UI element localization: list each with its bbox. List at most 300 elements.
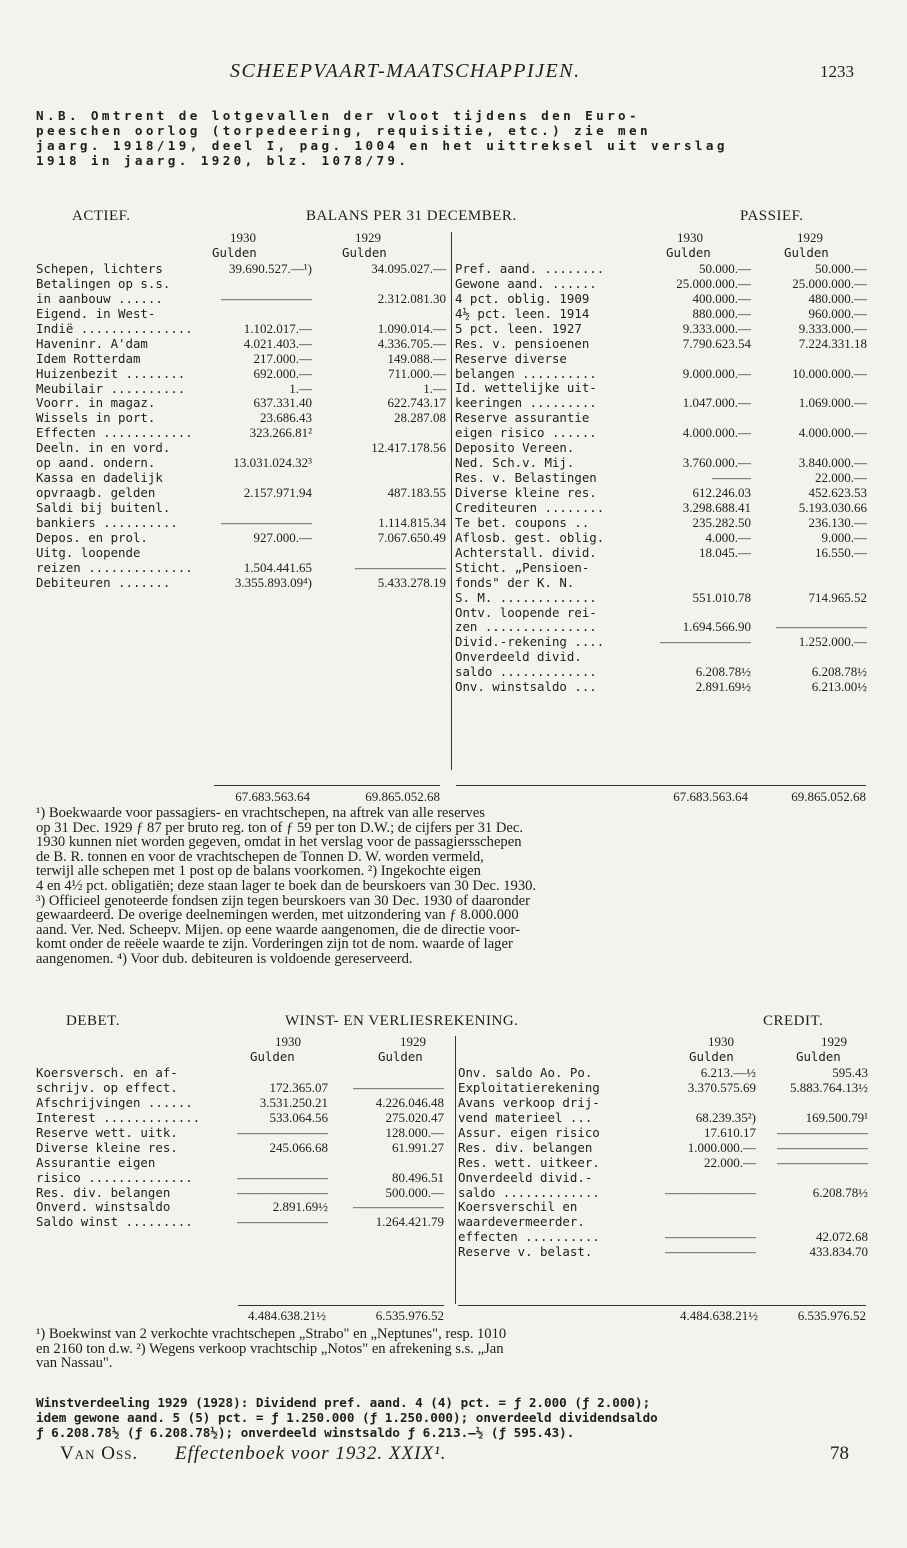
balance-passiva-label: Id. wettelijke uit- bbox=[455, 380, 597, 396]
balance-activa-label: op aand. ondern. bbox=[36, 455, 156, 471]
pnl-credit-value-1930: ——————— bbox=[665, 1244, 756, 1260]
pnl-credit-value-1929: 433.834.70 bbox=[809, 1244, 868, 1260]
balance-activa-value-1929: 5.433.278.19 bbox=[377, 574, 446, 590]
balance-activa-row bbox=[36, 322, 448, 337]
pnl-total-left-1930: 4.484.638.21½ bbox=[248, 1308, 326, 1323]
balance-activa-row bbox=[36, 501, 448, 516]
balance-total-left-1930: 67.683.563.64 bbox=[235, 789, 310, 804]
balance-activa-row bbox=[36, 277, 448, 292]
balance-footnote-line: ³) Officieel genoteerde fondsen zijn tegen beurskoers van 30 Dec. 1930 of daaronder bbox=[36, 892, 531, 909]
balance-activa-value-1930: 637.331.40 bbox=[253, 395, 312, 411]
balance-activa-value-1930: 39.690.527.—¹) bbox=[229, 261, 312, 276]
balance-passiva-value-1929: 16.550.— bbox=[815, 544, 867, 560]
balance-activa-value-1930: 323.266.81² bbox=[249, 425, 312, 441]
balance-activa-value-1930: 1.— bbox=[289, 380, 312, 396]
balance-activa-value-1929: 622.743.17 bbox=[387, 395, 446, 411]
balance-activa-value-1929: ——————— bbox=[355, 559, 446, 575]
balance-passiva-value-1929: 10.000.000.— bbox=[792, 365, 867, 381]
balance-passiva-row bbox=[455, 516, 867, 531]
pnl-credit-label: Exploitatierekening bbox=[458, 1079, 600, 1095]
balance-passiva-value-1930: 9.000.000.— bbox=[682, 365, 751, 381]
balance-activa-value-1929: 2.312.081.30 bbox=[377, 290, 446, 306]
pnl-debet bbox=[36, 1066, 448, 1230]
balance-activa-row bbox=[36, 382, 448, 397]
balance-passiva-row bbox=[455, 277, 867, 292]
pnl-debet-value-1930: 2.891.69½ bbox=[272, 1199, 328, 1215]
balance-footnote-line: aangenomen. ⁴) Voor dub. debiteuren is voldoende gereserveerd. bbox=[36, 950, 413, 967]
balance-footnote-line: op 31 Dec. 1929 ƒ 87 per bruto reg. ton of ƒ 59 per ton D.W.; de cijfers per 31 Dec. bbox=[36, 819, 524, 836]
balance-passiva-label: 5 pct. leen. 1927 bbox=[455, 320, 582, 336]
balance-passiva-label: 4 pct. oblig. 1909 bbox=[455, 290, 590, 306]
balance-activa-label: Schepen, lichters bbox=[36, 261, 163, 276]
balance-passiva-value-1930: 612.246.03 bbox=[692, 485, 751, 500]
nb-line: 1918 in jaarg. 1920, blz. 1078/79. bbox=[36, 153, 410, 168]
pnl-debet-label: Res. div. belangen bbox=[36, 1184, 171, 1200]
pnl-credit-value-1929: 595.43 bbox=[832, 1065, 868, 1080]
balance-passiva-row bbox=[455, 426, 867, 441]
balance-passiva-row bbox=[455, 591, 867, 606]
balance-total-right-1929: 69.865.052.68 bbox=[791, 789, 866, 804]
balance-passiva-row bbox=[455, 337, 867, 352]
pnl-debet-value-1930: 3.531.250.21 bbox=[259, 1094, 328, 1110]
balance-activa-label: Betalingen op s.s. bbox=[36, 275, 171, 291]
pnl-credit-label: Res. div. belangen bbox=[458, 1139, 593, 1155]
pnl-total-right-1929: 6.535.976.52 bbox=[797, 1308, 866, 1323]
balance-footnote-line: komt onder de reëele waarde te zijn. Vorderingen zijn tot de nom. waarde of lager bbox=[36, 936, 513, 953]
pnl-credit-value-1929: 6.208.78½ bbox=[812, 1184, 868, 1200]
pnl-debet-row bbox=[36, 1081, 448, 1096]
pnl-debet-row bbox=[36, 1156, 448, 1171]
balance-activa-row bbox=[36, 367, 448, 382]
pnl-debet-value-1929: 4.226.046.48 bbox=[375, 1094, 444, 1110]
balance-passiva-value-1930: 400.000.— bbox=[692, 290, 751, 306]
balance-passiva-row bbox=[455, 471, 867, 486]
balance-passiva-row bbox=[455, 381, 867, 396]
balance-activa-value-1929: 28.287.08 bbox=[394, 410, 446, 426]
balance-passiva-label: Onv. winstsaldo ... bbox=[455, 679, 597, 695]
page-number: 1233 bbox=[820, 62, 854, 81]
balance-currency-1929-right: Gulden bbox=[784, 245, 829, 260]
pnl-credit-value-1930: 68.239.35²) bbox=[695, 1109, 756, 1125]
balance-passiva-row bbox=[455, 262, 867, 277]
balance-activa-value-1930: 1.102.017.— bbox=[243, 320, 312, 336]
balance-passiva-value-1929: 25.000.000.— bbox=[792, 275, 867, 291]
balance-passiva-row bbox=[455, 650, 867, 665]
pnl-credit-value-1930: ——————— bbox=[665, 1229, 756, 1245]
balance-passiva-value-1930: ——————— bbox=[660, 634, 751, 650]
balance-footnote-line: 1930 kunnen niet worden gegeven, omdat in het verslag voor de passagiersschepen bbox=[36, 834, 522, 851]
balance-left-total-rule bbox=[214, 785, 440, 786]
pnl-credit-value-1930: 1.000.000.— bbox=[687, 1139, 756, 1155]
balance-activa-label: Saldi bij buitenl. bbox=[36, 500, 171, 515]
balance-passiva-label: Crediteuren ........ bbox=[455, 499, 605, 515]
pnl-debet-value-1929: 128.000.— bbox=[385, 1124, 444, 1140]
pnl-debet-row bbox=[36, 1066, 448, 1081]
nb-line: N.B. Omtrent de lotgevallen der vloot tijdens den Euro- bbox=[36, 108, 641, 123]
balance-passiva-value-1930: 3.298.688.41 bbox=[682, 499, 751, 515]
pnl-credit-label: Reserve v. belast. bbox=[458, 1244, 593, 1260]
balance-passiva-value-1930: 50.000.— bbox=[699, 260, 751, 276]
balance-passiva-row bbox=[455, 367, 867, 382]
balance-passiva-row bbox=[455, 411, 867, 426]
pnl-divider bbox=[455, 1036, 456, 1304]
pnl-currency-1930-right: Gulden bbox=[689, 1049, 734, 1064]
balance-activa-label: Effecten ............ bbox=[36, 425, 193, 441]
balance-footnote-line: terwijl alle schepen met 1 post op de balans voorkomen. ²) Ingekochte eigen bbox=[36, 863, 481, 880]
balance-activa-row bbox=[36, 441, 448, 456]
pnl-credit-label: Res. wett. uitkeer. bbox=[458, 1154, 600, 1170]
balance-passiva-label: Deposito Vereen. bbox=[455, 440, 575, 456]
pnl-credit-value-1930: ——————— bbox=[665, 1184, 756, 1200]
balance-passiva-row bbox=[455, 456, 867, 471]
balance-passiva-row bbox=[455, 486, 867, 501]
balance-passiva-value-1929: 6.213.00½ bbox=[811, 679, 867, 695]
pnl-credit-row bbox=[458, 1230, 868, 1245]
balance-passiva-value-1930: 9.333.000.— bbox=[682, 320, 751, 336]
balance-passiva-label: S. M. ............. bbox=[455, 589, 597, 605]
balance-passiva-label: keeringen ......... bbox=[455, 395, 597, 411]
pnl-credit-row bbox=[458, 1200, 868, 1215]
balance-right-total-rule bbox=[456, 785, 866, 786]
balance-passiva-row bbox=[455, 635, 867, 650]
pnl-debet-value-1930: 172.365.07 bbox=[269, 1079, 328, 1095]
pnl-footnote-line: van Nassau". bbox=[36, 1355, 113, 1372]
pnl-debet-value-1929: 61.991.27 bbox=[392, 1139, 444, 1155]
balance-activa-row bbox=[36, 531, 448, 546]
pnl-debet-value-1930: ——————— bbox=[237, 1169, 328, 1185]
pnl-debet-label: risico .............. bbox=[36, 1169, 193, 1185]
balance-passiva-value-1929: 480.000.— bbox=[808, 290, 867, 306]
balance-passiva-value-1929: ——————— bbox=[776, 619, 867, 635]
pnl-credit-label: saldo ............. bbox=[458, 1184, 600, 1200]
balance-passiva-value-1930: 4.000.000.— bbox=[682, 425, 751, 441]
pnl-credit-label: Onv. saldo Ao. Po. bbox=[458, 1065, 593, 1080]
balance-passiva-label: Achterstall. divid. bbox=[455, 544, 597, 560]
pnl-currency-1929-left: Gulden bbox=[378, 1049, 423, 1064]
balance-year-1930-left: 1930 bbox=[230, 230, 256, 245]
pnl-year-1930-left: 1930 bbox=[275, 1034, 301, 1049]
nb-note bbox=[36, 108, 728, 168]
balance-passiva-value-1930: 25.000.000.— bbox=[676, 275, 751, 291]
balance-activa-label: Idem Rotterdam bbox=[36, 350, 141, 366]
balance-activa-value-1930: 23.686.43 bbox=[260, 410, 312, 426]
balance-activa-label: bankiers .......... bbox=[36, 514, 178, 530]
pnl-credit-row bbox=[458, 1171, 868, 1186]
balance-passiva-value-1930: 1.047.000.— bbox=[682, 395, 751, 411]
balance-year-1929-right: 1929 bbox=[797, 230, 823, 245]
balance-activa-label: Uitg. loopende bbox=[36, 544, 141, 560]
pnl-debet-label: Reserve wett. uitk. bbox=[36, 1124, 178, 1140]
balance-passiva-value-1929: 22.000.— bbox=[815, 470, 867, 486]
footer-title: Effectenboek voor 1932. XXIX¹. bbox=[175, 1443, 447, 1464]
balance-activa-value-1929: 34.095.027.— bbox=[371, 261, 446, 276]
balance-passiva-row bbox=[455, 396, 867, 411]
balance-passiva-value-1930: 18.045.— bbox=[699, 544, 751, 560]
balance-activa-value-1930: 13.031.024.32³ bbox=[233, 455, 312, 471]
balance-passiva-row bbox=[455, 561, 867, 576]
balance-passiva-value-1929: 50.000.— bbox=[815, 260, 867, 276]
balance-currency-1930-left: Gulden bbox=[212, 245, 257, 260]
balance-activa-label: reizen .............. bbox=[36, 559, 193, 575]
balance-activa-label: Meubilair .......... bbox=[36, 380, 186, 396]
pnl-debet-row bbox=[36, 1186, 448, 1201]
pnl-credit-label: Assur. eigen risico bbox=[458, 1124, 600, 1140]
balance-activa-row bbox=[36, 486, 448, 501]
pnl-debet-row bbox=[36, 1096, 448, 1111]
balance-activa-row bbox=[36, 561, 448, 576]
balance-activa-value-1930: ——————— bbox=[221, 514, 312, 530]
balance-activa-label: opvraagb. gelden bbox=[36, 485, 156, 501]
pnl-debet-row bbox=[36, 1200, 448, 1215]
balance-passiva-value-1930: 2.891.69½ bbox=[695, 679, 751, 695]
balance-divider bbox=[451, 232, 452, 770]
balance-passiva-row bbox=[455, 531, 867, 546]
balance-passiva-value-1930: 551.010.78 bbox=[692, 589, 751, 605]
pnl-right-title: CREDIT. bbox=[763, 1013, 824, 1029]
pnl-credit-label: Onverdeeld divid.- bbox=[458, 1169, 593, 1185]
balance-footnote bbox=[36, 806, 536, 967]
balance-passiva-label: Gewone aand. ...... bbox=[455, 275, 597, 291]
balance-passiva-row bbox=[455, 322, 867, 337]
balance-footnote-line: gewaardeerd. De overige deelnemingen werden, met uitzondering van ƒ 8.000.000 bbox=[36, 907, 519, 924]
balance-passiva-value-1929: 3.840.000.— bbox=[798, 455, 867, 471]
pnl-debet-value-1930: ——————— bbox=[237, 1124, 328, 1140]
pnl-credit-value-1929: ——————— bbox=[777, 1139, 868, 1155]
pnl-total-left-1929: 6.535.976.52 bbox=[375, 1308, 444, 1323]
balance-passiva-label: Pref. aand. ........ bbox=[455, 260, 605, 276]
pnl-debet-value-1930: ——————— bbox=[237, 1214, 328, 1230]
balance-activa-label: Kassa en dadelijk bbox=[36, 470, 163, 486]
profit-distribution-line: ƒ 6.208.78½ (ƒ 6.208.78½); onverdeeld winstsaldo ƒ 6.213.—½ (ƒ 595.43). bbox=[36, 1425, 575, 1440]
balance-activa-value-1930: 3.355.893.09⁴) bbox=[234, 574, 312, 590]
balance-activa-label: Indië ............... bbox=[36, 320, 193, 336]
pnl-debet-label: Assurantie eigen bbox=[36, 1154, 156, 1170]
balance-passiva-value-1930: 6.208.78½ bbox=[695, 664, 751, 680]
balance-passiva-label: Divid.-rekening .... bbox=[455, 634, 605, 650]
nb-line: peeschen oorlog (torpedeering, requisitie, etc.) zie men bbox=[36, 123, 651, 138]
pnl-debet-value-1930: 533.064.56 bbox=[269, 1109, 328, 1125]
balance-activa-label: Huizenbezit ........ bbox=[36, 365, 186, 381]
pnl-debet-label: Afschrijvingen ...... bbox=[36, 1094, 193, 1110]
footer-page: 78 bbox=[830, 1443, 849, 1464]
pnl-year-1930-right: 1930 bbox=[708, 1034, 734, 1049]
pnl-debet-row bbox=[36, 1215, 448, 1230]
balance-passiva-value-1929: 9.333.000.— bbox=[798, 320, 867, 336]
balance-activa-label: Eigend. in West- bbox=[36, 305, 156, 321]
balance-passiva bbox=[455, 247, 867, 695]
pnl-currency-1929-right: Gulden bbox=[796, 1049, 841, 1064]
pnl-footnote bbox=[36, 1327, 506, 1371]
balance-year-1929-left: 1929 bbox=[355, 230, 381, 245]
balance-passiva-value-1929: 9.000.— bbox=[821, 529, 867, 545]
nb-line: jaarg. 1918/19, deel I, pag. 1004 en het uittreksel uit verslag bbox=[36, 138, 728, 153]
pnl-left-title: DEBET. bbox=[66, 1013, 120, 1029]
pnl-credit-row bbox=[458, 1066, 868, 1081]
balance-passiva-value-1930: 880.000.— bbox=[692, 305, 751, 321]
pnl-credit-row bbox=[458, 1245, 868, 1260]
balance-activa-row bbox=[36, 307, 448, 322]
pnl-credit-value-1929: 169.500.79¹ bbox=[805, 1109, 868, 1125]
balance-activa-value-1929: 487.183.55 bbox=[387, 485, 446, 501]
balance-passiva-value-1929: 1.069.000.— bbox=[798, 395, 867, 411]
balance-passiva-label: belangen .......... bbox=[455, 365, 597, 381]
balance-activa-row bbox=[36, 516, 448, 531]
pnl-debet-label: Saldo winst ......... bbox=[36, 1214, 193, 1230]
balance-passiva-value-1930: 235.282.50 bbox=[692, 514, 751, 530]
pnl-credit-row bbox=[458, 1156, 868, 1171]
pnl-credit-row bbox=[458, 1096, 868, 1111]
pnl-footnote-line: en 2160 ton d.w. ²) Wegens verkoop vrachtschip „Notos" en afrekening s.s. „Jan bbox=[36, 1340, 504, 1357]
balance-activa-row bbox=[36, 262, 448, 277]
balance-passiva-value-1929: 1.252.000.— bbox=[798, 634, 867, 650]
pnl-credit-value-1930: 22.000.— bbox=[704, 1154, 756, 1170]
pnl-debet-value-1930: ——————— bbox=[237, 1184, 328, 1200]
profit-distribution-line: idem gewone aand. 5 (5) pct. = ƒ 1.250.000 (ƒ 1.250.000); onverdeeld dividendsaldo bbox=[36, 1410, 658, 1425]
balance-passiva-value-1930: 1.694.566.90 bbox=[682, 619, 751, 635]
pnl-debet-value-1929: 1.264.421.79 bbox=[375, 1214, 444, 1230]
pnl-year-1929-left: 1929 bbox=[400, 1034, 426, 1049]
balance-passiva-row bbox=[455, 247, 867, 262]
balance-activa-value-1930: 2.157.971.94 bbox=[243, 485, 312, 501]
pnl-credit-row bbox=[458, 1141, 868, 1156]
pnl-debet-label: Koersversch. en af- bbox=[36, 1065, 178, 1080]
pnl-debet-value-1929: ——————— bbox=[353, 1199, 444, 1215]
balance-passiva-row bbox=[455, 606, 867, 621]
pnl-credit-value-1929: ——————— bbox=[777, 1124, 868, 1140]
balance-passiva-row bbox=[455, 307, 867, 322]
balance-total-left-1929: 69.865.052.68 bbox=[365, 789, 440, 804]
balance-passiva-row bbox=[455, 576, 867, 591]
balance-passiva-value-1929: 236.130.— bbox=[808, 514, 867, 530]
pnl-credit-value-1930: 17.610.17 bbox=[704, 1124, 756, 1140]
pnl-debet-row bbox=[36, 1171, 448, 1186]
balance-activa-value-1929: 4.336.705.— bbox=[377, 335, 446, 351]
pnl-debet-value-1929: 275.020.47 bbox=[385, 1109, 444, 1125]
balance-passiva-value-1929: 452.623.53 bbox=[808, 485, 867, 500]
pnl-credit-row bbox=[458, 1186, 868, 1201]
balance-center-title: BALANS PER 31 DECEMBER. bbox=[306, 208, 517, 224]
balance-passiva-value-1930: 4.000.— bbox=[705, 529, 751, 545]
balance-right-title: PASSIEF. bbox=[740, 208, 804, 224]
pnl-credit-label: vend materieel ... bbox=[458, 1109, 593, 1125]
pnl-credit-label: effecten .......... bbox=[458, 1229, 600, 1245]
balance-passiva-value-1929: 4.000.000.— bbox=[798, 425, 867, 441]
balance-activa-label: Depos. en prol. bbox=[36, 529, 148, 545]
balance-currency-1930-right: Gulden bbox=[666, 245, 711, 260]
pnl-debet-row bbox=[36, 1111, 448, 1126]
pnl-credit-value-1929: 42.072.68 bbox=[816, 1229, 868, 1245]
balance-activa-value-1930: 1.504.441.65 bbox=[243, 559, 312, 575]
pnl-credit-value-1929: 5.883.764.13½ bbox=[790, 1079, 868, 1095]
balance-passiva-value-1930: 3.760.000.— bbox=[682, 455, 751, 471]
balance-activa-value-1930: 4.021.403.— bbox=[243, 335, 312, 351]
balance-activa-value-1930: 927.000.— bbox=[253, 529, 312, 545]
pnl-credit bbox=[458, 1066, 868, 1260]
pnl-center-title: WINST- EN VERLIESREKENING. bbox=[285, 1013, 519, 1029]
pnl-debet-label: Onverd. winstsaldo bbox=[36, 1199, 171, 1215]
balance-activa-row bbox=[36, 456, 448, 471]
balance-passiva-label: Onverdeeld divid. bbox=[455, 649, 582, 665]
pnl-currency-1930-left: Gulden bbox=[250, 1049, 295, 1064]
balance-passiva-value-1929: 714.965.52 bbox=[808, 589, 867, 605]
balance-activa-value-1929: 12.417.178.56 bbox=[371, 440, 446, 456]
balance-passiva-row bbox=[455, 352, 867, 367]
pnl-debet-value-1929: 500.000.— bbox=[385, 1184, 444, 1200]
balance-passiva-label: Aflosb. gest. oblig. bbox=[455, 529, 605, 545]
balance-passiva-label: Ontv. loopende rei- bbox=[455, 604, 597, 620]
profit-distribution-line: Winstverdeeling 1929 (1928): Dividend pref. aand. 4 (4) pct. = ƒ 2.000 (ƒ 2.000); bbox=[36, 1395, 651, 1410]
balance-activa-row bbox=[36, 396, 448, 411]
balance-passiva-row bbox=[455, 620, 867, 635]
balance-passiva-label: eigen risico ...... bbox=[455, 425, 597, 441]
balance-passiva-row bbox=[455, 501, 867, 516]
balance-footnote-line: 4 en 4½ pct. obligatiën; deze staan lager te boek dan de beurskoers van 30 Dec. 1930. bbox=[36, 877, 537, 894]
balance-passiva-value-1930: ——— bbox=[712, 470, 751, 486]
balance-passiva-label: Ned. Sch.v. Mij. bbox=[455, 455, 575, 471]
pnl-credit-label: waardevermeerder. bbox=[458, 1214, 585, 1230]
pnl-left-total-rule bbox=[238, 1305, 444, 1306]
balance-passiva-label: zen ............... bbox=[455, 619, 597, 635]
balance-activa-label: in aanbouw ...... bbox=[36, 290, 163, 306]
pnl-year-1929-right: 1929 bbox=[821, 1034, 847, 1049]
balance-passiva-label: Res. v. pensioenen bbox=[455, 335, 590, 351]
balance-passiva-row bbox=[455, 680, 867, 695]
pnl-credit-row bbox=[458, 1111, 868, 1126]
balance-footnote-line: de B. R. tonnen en voor de vrachtschepen de Tonnen D. W. worden vermeld, bbox=[36, 848, 484, 865]
pnl-credit-value-1930: 3.370.575.69 bbox=[687, 1079, 756, 1095]
balance-activa-label: Debiteuren ....... bbox=[36, 574, 171, 590]
balance-activa-value-1929: 1.090.014.— bbox=[377, 320, 446, 336]
balance-footnote-line: aand. Ver. Ned. Scheepv. Mijen. op eene waarde aangenomen, die de directie voor- bbox=[36, 921, 520, 938]
balance-passiva-row bbox=[455, 441, 867, 456]
balance-passiva-label: Te bet. coupons .. bbox=[455, 514, 590, 530]
balance-passiva-row bbox=[455, 292, 867, 307]
pnl-debet-row bbox=[36, 1141, 448, 1156]
balance-activa bbox=[36, 262, 448, 591]
balance-passiva-label: Res. v. Belastingen bbox=[455, 470, 597, 486]
balance-left-title: ACTIEF. bbox=[72, 208, 131, 224]
balance-passiva-label: Reserve assurantie bbox=[455, 410, 590, 426]
pnl-debet-value-1929: ——————— bbox=[353, 1079, 444, 1095]
balance-activa-label: Haveninr. A'dam bbox=[36, 335, 148, 351]
balance-activa-value-1929: 149.088.— bbox=[387, 350, 446, 366]
balance-activa-value-1930: 692.000.— bbox=[253, 365, 312, 381]
pnl-credit-row bbox=[458, 1081, 868, 1096]
balance-passiva-label: 4½ pct. leen. 1914 bbox=[455, 305, 590, 321]
balance-passiva-value-1930: 7.790.623.54 bbox=[682, 335, 751, 351]
balance-passiva-label: Reserve diverse bbox=[455, 350, 567, 366]
balance-currency-1929-left: Gulden bbox=[342, 245, 387, 260]
balance-activa-row bbox=[36, 576, 448, 591]
balance-passiva-label: saldo ............. bbox=[455, 664, 597, 680]
balance-activa-row bbox=[36, 426, 448, 441]
pnl-credit-row bbox=[458, 1215, 868, 1230]
pnl-total-right-1930: 4.484.638.21½ bbox=[680, 1308, 758, 1323]
balance-total-right-1930: 67.683.563.64 bbox=[673, 789, 748, 804]
balance-activa-value-1929: 1.— bbox=[423, 380, 446, 396]
balance-passiva-value-1929: 5.193.030.66 bbox=[798, 499, 867, 515]
balance-activa-row bbox=[36, 292, 448, 307]
pnl-debet-value-1930: 245.066.68 bbox=[269, 1139, 328, 1155]
balance-passiva-label: Sticht. „Pensioen- bbox=[455, 559, 590, 575]
balance-passiva-label: Diverse kleine res. bbox=[455, 485, 597, 500]
balance-activa-value-1929: 711.000.— bbox=[387, 365, 446, 381]
pnl-credit-label: Avans verkoop drij- bbox=[458, 1094, 600, 1110]
balance-activa-row bbox=[36, 546, 448, 561]
pnl-credit-label: Koersverschil en bbox=[458, 1199, 578, 1215]
footer-author: Van Oss. bbox=[60, 1443, 139, 1464]
balance-passiva-row bbox=[455, 546, 867, 561]
